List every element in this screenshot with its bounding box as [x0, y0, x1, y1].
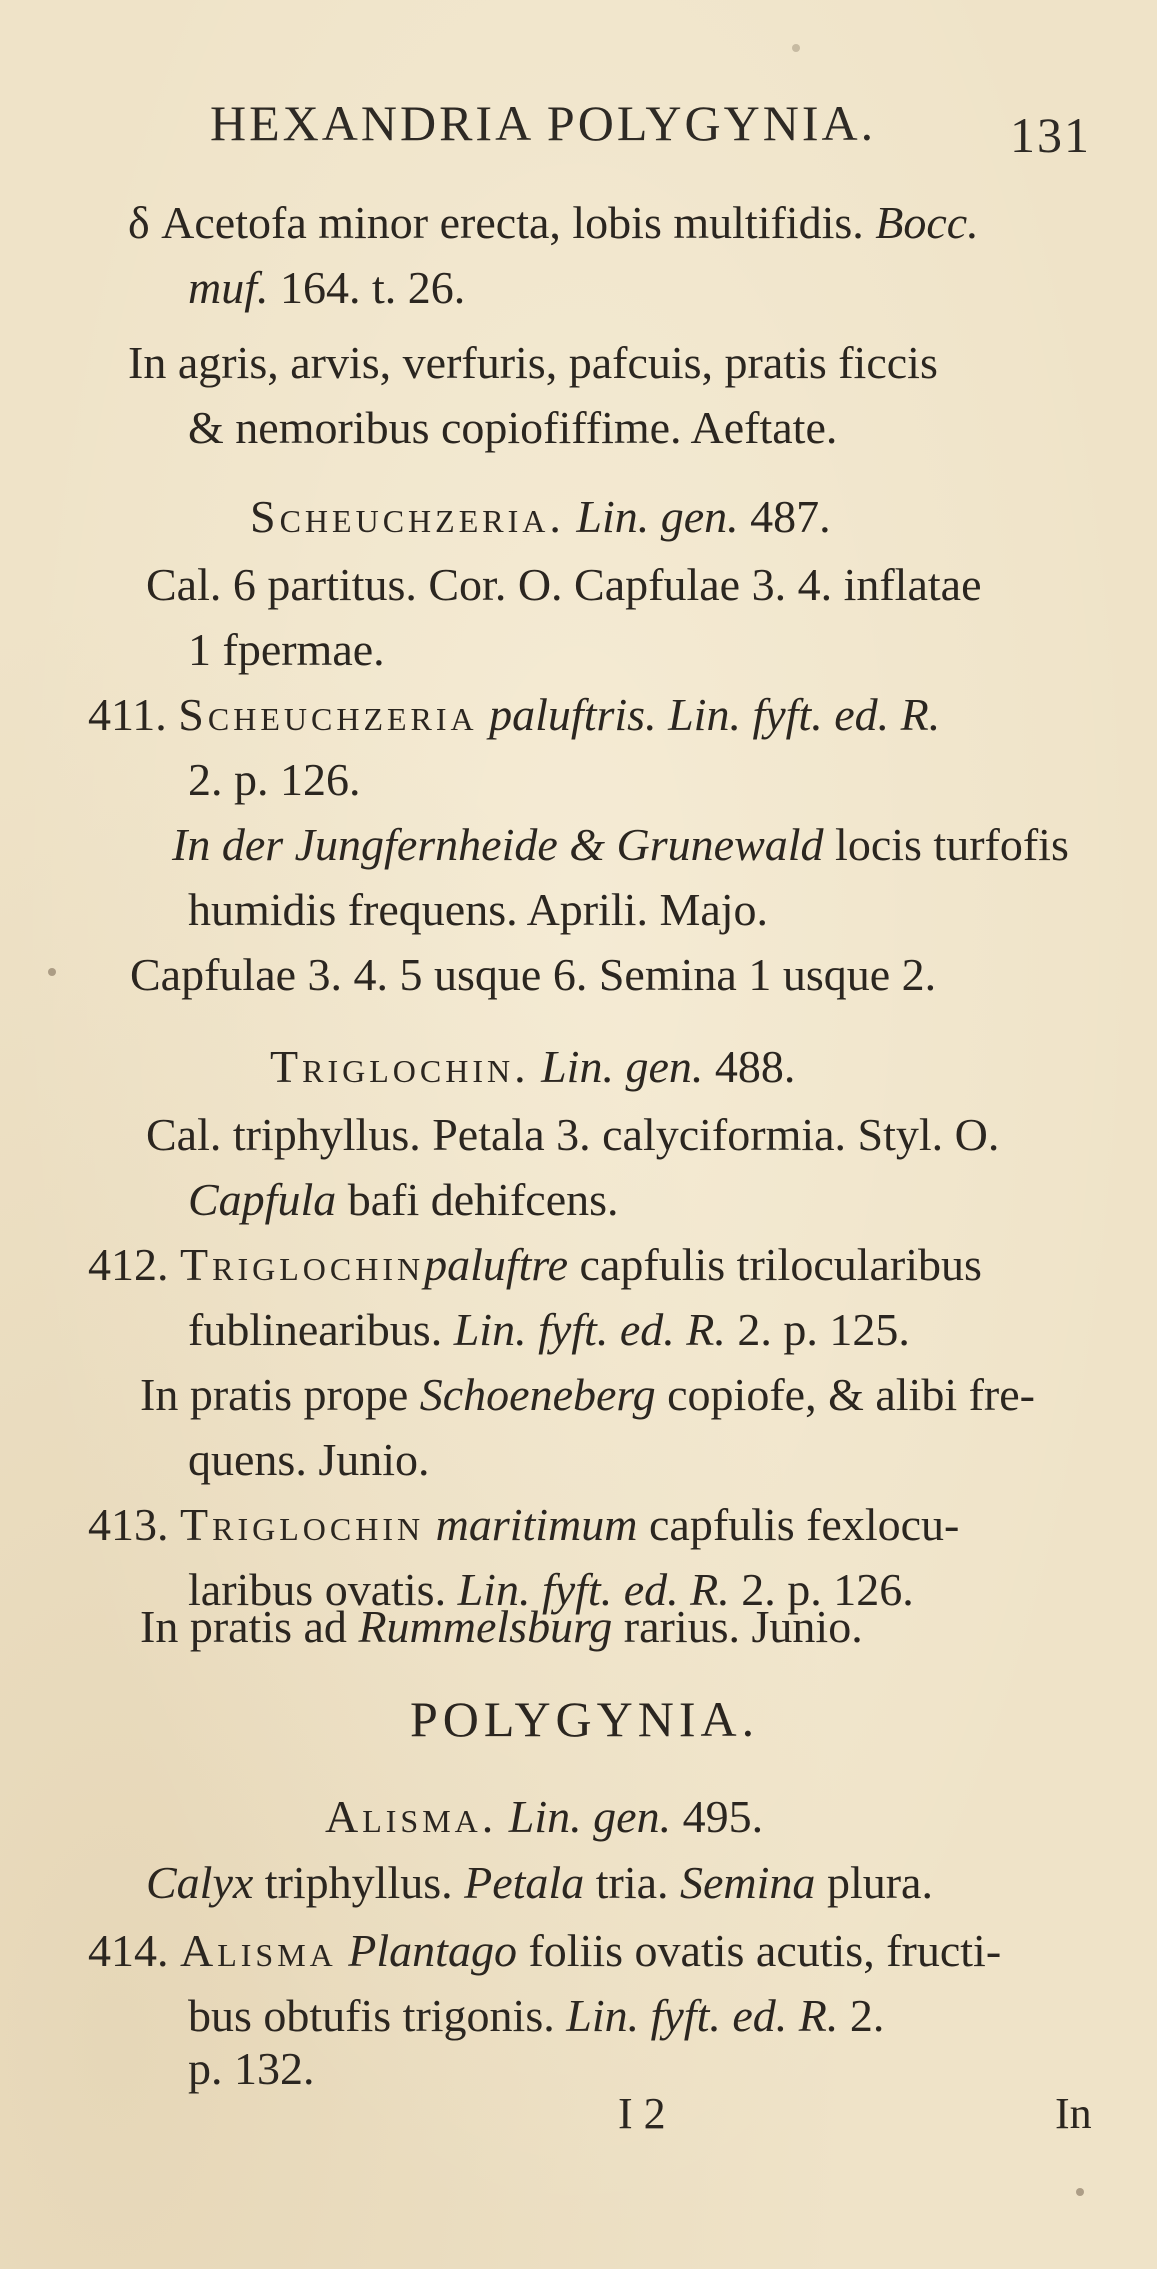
text-line: 412. Triglochinpaluftre capfulis trilocularibus — [88, 1239, 982, 1290]
genus-heading: Alisma. Lin. gen. 495. — [325, 1791, 764, 1842]
running-head: HEXANDRIA POLYGYNIA. — [210, 95, 877, 151]
text-line: Capfulae 3. 4. 5 usque 6. Semina 1 usque 2. — [130, 949, 937, 1000]
text-line: In agris, arvis, verfuris, pafcuis, pratis ficcis — [128, 337, 938, 388]
text-line: In pratis prope Schoeneberg copiofe, & alibi fre- — [140, 1369, 1035, 1420]
text-line: 414. Alisma Plantago foliis ovatis acutis, fructi- — [88, 1925, 1002, 1976]
text-line: δ Acetofa minor erecta, lobis multifidis. Bocc. — [128, 197, 979, 248]
page-number: 131 — [1010, 107, 1091, 163]
signature-mark: I 2 — [618, 2089, 666, 2138]
text-line: 1 fpermae. — [188, 624, 385, 675]
genus-heading: Triglochin. Lin. gen. 488. — [270, 1041, 796, 1092]
catchword: In — [1055, 2089, 1092, 2138]
text-line: Cal. triphyllus. Petala 3. calyciformia. Styl. O. — [146, 1109, 1000, 1160]
genus-heading: Scheuchzeria. Lin. gen. 487. — [250, 491, 831, 542]
text-line: 2. p. 126. — [188, 754, 361, 805]
text-line: Calyx triphyllus. Petala tria. Semina plura. — [146, 1857, 933, 1908]
text-line: laribus ovatis. Lin. fyft. ed. R. 2. p. 126. — [188, 1564, 914, 1615]
text-line: Cal. 6 partitus. Cor. O. Capfulae 3. 4. inflatae — [146, 559, 982, 610]
text-line: muf. 164. t. 26. — [188, 262, 466, 313]
text-line: quens. Junio. — [188, 1434, 430, 1485]
text-line: 413. Triglochin maritimum capfulis fexlocu- — [88, 1499, 960, 1550]
text-line: & nemoribus copiofiffime. Aeftate. — [188, 402, 838, 453]
text-line: In der Jungfernheide & Grunewald locis turfofis — [172, 819, 1069, 870]
paper-speck — [792, 44, 800, 52]
paper-speck — [1076, 2188, 1084, 2196]
text-line: Capfula bafi dehifcens. — [188, 1174, 619, 1225]
text-line: fublinearibus. Lin. fyft. ed. R. 2. p. 125. — [188, 1304, 910, 1355]
text-line: bus obtufis trigonis. Lin. fyft. ed. R. 2. — [188, 1990, 885, 2041]
section-title: POLYGYNIA. — [410, 1691, 760, 1747]
paper-speck — [48, 968, 56, 976]
text-line: humidis frequens. Aprili. Majo. — [188, 884, 769, 935]
text-line: In pratis ad Rummelsburg rarius. Junio. — [140, 1601, 863, 1652]
text-line: 411. Scheuchzeria paluftris. Lin. fyft. ed. R. — [88, 689, 941, 740]
text-line: p. 132. — [188, 2043, 315, 2094]
